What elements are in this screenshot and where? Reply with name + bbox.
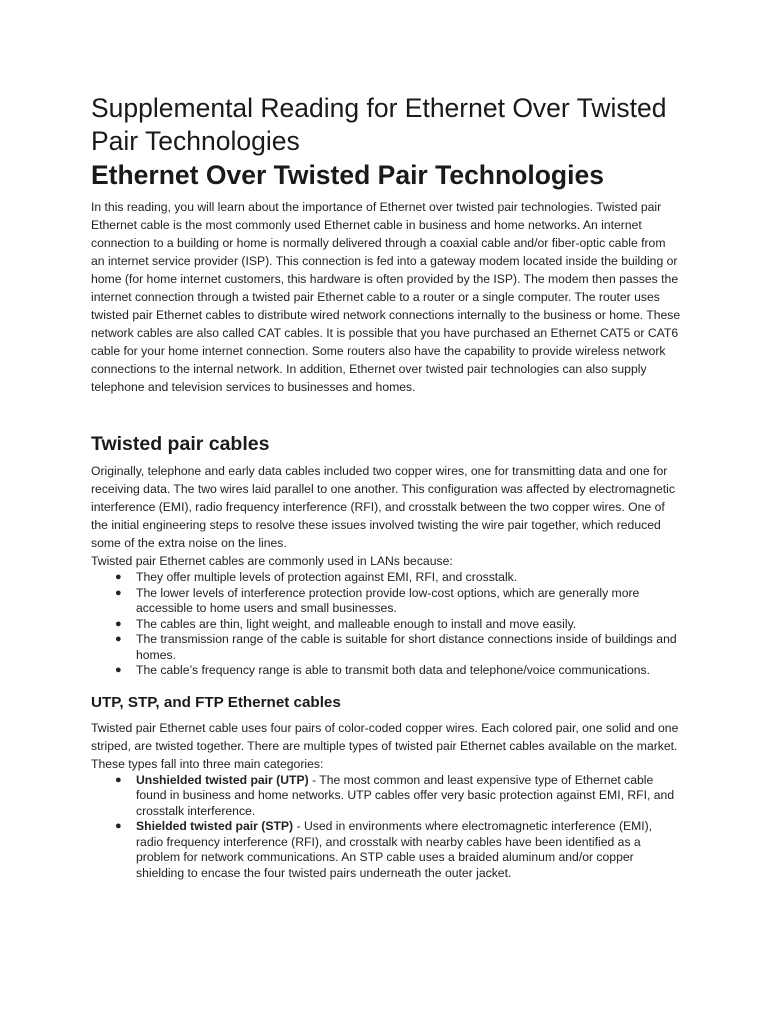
term-stp: Shielded twisted pair (STP) [136, 819, 294, 833]
list-item-stp [115, 819, 681, 881]
list-item: ● They offer multiple levels of protection against EMI, RFI, and crosstalk. [115, 570, 518, 584]
document-page [91, 92, 681, 881]
bullet-icon: ● [115, 664, 122, 676]
document-title: Supplemental Reading for Ethernet Over Twisted Pair Technologies [91, 93, 667, 156]
bullet-icon: ● [115, 617, 122, 630]
list-item: ● The transmission range of the cable is suitable for short distance connections inside of buildings and homes. [115, 632, 677, 662]
bullet-icon: ● [115, 820, 122, 832]
bullet-icon: ● [115, 633, 122, 645]
bullet-icon: ● [115, 773, 122, 786]
bullet-icon: ● [115, 586, 122, 599]
list-item-utp [115, 772, 681, 820]
desc-stp: - Used in environments where electromagnetic interference (EMI), radio frequency interference (RFI), and crosstalk with nearby cables have been identified as a problem for network communications. An STP cable uses a braided aluminum and/or copper shielding to encase the four twisted pairs underneath the outer jacket. [136, 819, 653, 880]
twisted-pair-paragraph: Originally, telephone and early data cables included two copper wires, one for transmitting data and one for receiving data. The two wires laid parallel to one another. This configuration was affected by electromagnetic interference (EMI), radio frequency interference (RFI), and crosstalk between the two copper wires. One of the initial engineering steps to resolve these issues involved twisting the wire pair together, which reduced some of the extra noise on the lines. [91, 464, 675, 550]
intro-paragraph: In this reading, you will learn about the importance of Ethernet over twisted pair technologies. Twisted pair Ethernet cable is the most commonly used Ethernet cable in business and home networks. An internet connection to a building or home is normally delivered through a coaxial cable and/or fiber-optic cable from an internet service provider (ISP). This connection is fed into a gateway modem located inside the building or home (for home internet customers, this hardware is often provided by the ISP). The modem then passes the internet connection through a twisted pair Ethernet cable to a router or a single computer. The router uses twisted pair Ethernet cables to distribute wired network connections internally to the business or home. These network cables are also called CAT cables. It is possible that you have purchased an Ethernet CAT5 or CAT6 cable for your home internet connection. Some routers also have the capability to provide wireless network connections to the internal network. In addition, Ethernet over twisted pair technologies can also supply telephone and television services to businesses and homes. [91, 200, 681, 394]
lan-reasons-list [91, 570, 681, 679]
list-item: ● The lower levels of interference protection provide low-cost options, which are generally more accessible to home users and small businesses. [115, 585, 640, 615]
twisted-pair-heading: Twisted pair cables [91, 433, 270, 455]
term-utp: Unshielded twisted pair (UTP) [136, 772, 309, 787]
bullet-icon: ● [115, 571, 122, 583]
cable-types-paragraph: Twisted pair Ethernet cable uses four pairs of color-coded copper wires. Each colored pair, one solid and one striped, are twisted together. There are multiple types of twisted pair Ethernet cables available on the market. These types fall into three main categories: [91, 720, 679, 771]
desc-utp: - The most common and least expensive type of Ethernet cable found in business and home networks. UTP cables offer very basic protection against EMI, RFI, and crosstalk interference. [136, 772, 675, 818]
list-item: ● The cable’s frequency range is able to transmit both data and telephone/voice communications. [115, 663, 650, 677]
twisted-pair-lan-intro: Twisted pair Ethernet cables are commonly used in LANs because: [91, 554, 453, 568]
cable-types-list [91, 773, 681, 882]
list-item: ● The cables are thin, light weight, and malleable enough to install and move easily. [115, 616, 577, 631]
document-heading: Ethernet Over Twisted Pair Technologies [91, 160, 604, 190]
cable-types-heading: UTP, STP, and FTP Ethernet cables [91, 693, 341, 711]
